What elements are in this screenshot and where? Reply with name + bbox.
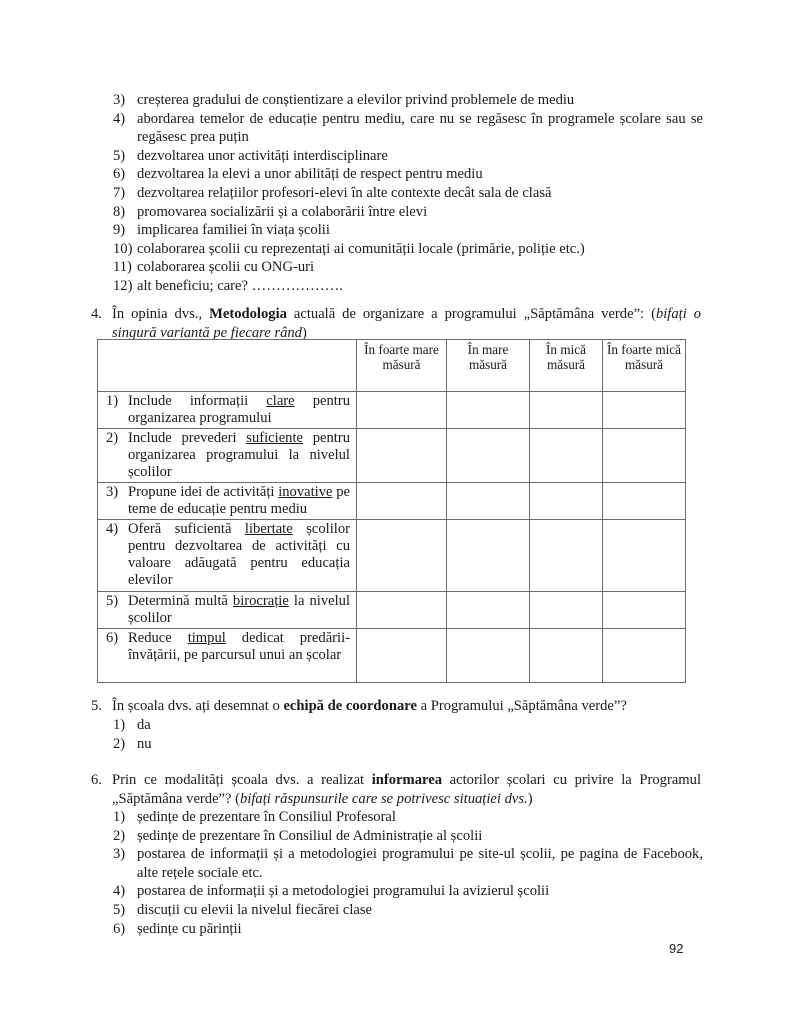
list-item: 9) implicarea familiei în viața școlii <box>113 222 330 239</box>
rating-cell[interactable] <box>447 429 530 483</box>
rating-cell[interactable] <box>357 483 447 520</box>
table-header-empty <box>98 340 357 392</box>
rating-cell[interactable] <box>603 520 686 592</box>
rating-cell[interactable] <box>603 483 686 520</box>
list-item: 10) colaborarea școlii cu reprezentați ai comunității locale (primărie, poliție etc.) <box>113 240 585 257</box>
option-item[interactable]: 5) discuții cu elevii la nivelul fiecărei clase <box>113 901 373 918</box>
option-nu[interactable]: 2) nu <box>113 735 152 752</box>
rating-cell[interactable] <box>530 592 603 629</box>
table-header-very-high: În foarte mare măsură <box>357 340 447 392</box>
page-number: 92 <box>669 941 684 956</box>
table-row <box>98 429 686 483</box>
list-item: 12) alt beneficiu; care? ………………. <box>113 277 343 294</box>
list-item: 8) promovarea socializării și a colaborării între elevi <box>113 203 428 220</box>
table-row <box>98 483 686 520</box>
rating-cell[interactable] <box>447 520 530 592</box>
rating-cell[interactable] <box>530 629 603 683</box>
rating-cell[interactable] <box>447 483 530 520</box>
question-5-options <box>113 716 703 753</box>
rating-cell[interactable] <box>447 629 530 683</box>
option-item[interactable]: 1) ședințe de prezentare în Consiliul Profesoral <box>113 809 396 825</box>
question-5: 5. În școala dvs. ați desemnat o echipă de coordonare a Programului „Săptămâna verde”? <box>91 697 701 716</box>
rating-cell[interactable] <box>447 392 530 429</box>
row-label: 1) Include informații clare pentru organizarea programului <box>98 392 357 429</box>
benefits-list-continued <box>113 91 703 296</box>
table-row <box>98 520 686 592</box>
rating-cell[interactable] <box>357 392 447 429</box>
option-item[interactable]: 3) postarea de informații și a metodologiei programului pe site-ul școlii, pe pagina de Facebook, alte rețele sociale etc. <box>113 846 703 881</box>
list-item: 5) dezvoltarea unor activități interdisciplinare <box>113 147 388 164</box>
option-item[interactable]: 4) postarea de informații și a metodologiei programului la avizierul școlii <box>113 883 550 900</box>
rating-cell[interactable] <box>603 629 686 683</box>
rating-cell[interactable] <box>357 629 447 683</box>
table-header-row <box>98 340 686 392</box>
rating-cell[interactable] <box>357 520 447 592</box>
list-item: 4) abordarea temelor de educație pentru mediu, care nu se regăsesc în programele școlare sau se regăsesc prea puțin <box>113 110 703 146</box>
question-4-text: În opinia dvs., Metodologia actuală de organizare a programului „Săptămâna verde”: (bifați o singură variantă pe fiecare rând) <box>112 306 702 341</box>
option-item[interactable]: 6) ședințe cu părinții <box>113 920 242 937</box>
rating-cell[interactable] <box>530 392 603 429</box>
option-item[interactable]: 2) ședințe de prezentare în Consiliul de Administrație al școlii <box>113 827 483 844</box>
list-item: 6) dezvoltarea la elevi a unor abilități de respect pentru mediu <box>113 166 483 183</box>
question-5-text: În școala dvs. ați desemnat o echipă de coordonare a Programului „Săptămâna verde”? <box>112 698 627 714</box>
rating-cell[interactable] <box>530 483 603 520</box>
question-4: 4. În opinia dvs., Metodologia actuală de organizare a programului „Săptămâna verde”: (bifați o singură variantă pe fiecare rând) <box>91 306 702 341</box>
option-da[interactable]: 1) da <box>113 717 151 733</box>
list-item: 3) creșterea gradului de conștientizare a elevilor privind problemele de mediu <box>113 92 575 108</box>
rating-cell[interactable] <box>530 520 603 592</box>
list-item: 7) dezvoltarea relațiilor profesori-elevi în alte contexte decât sala de clasă <box>113 184 552 201</box>
question-6: 6. Prin ce modalități școala dvs. a realizat informarea actorilor școlari cu privire la Programul „Săptămâna verde”? (bifați răspunsurile care se potrivesc situației dvs.) <box>91 772 701 807</box>
row-label: 2) Include prevederi suficiente pentru organizarea programului la nivelul școlilor <box>98 429 357 483</box>
table-row <box>98 392 686 429</box>
row-label: 5) Determină multă birocrație la nivelul școlilor <box>98 592 357 629</box>
rating-cell[interactable] <box>603 392 686 429</box>
question-6-options <box>113 808 703 938</box>
methodology-rating-table <box>97 339 686 683</box>
table-header-very-low: În foarte mică măsură <box>603 340 686 392</box>
rating-cell[interactable] <box>357 592 447 629</box>
table-header-low: În mică măsură <box>530 340 603 392</box>
rating-cell[interactable] <box>357 429 447 483</box>
question-6-text: Prin ce modalități școala dvs. a realizat informarea actorilor școlari cu privire la Programul „Săptămâna verde”? (bifați răspunsurile care se potrivesc situației dvs.) <box>112 772 701 807</box>
rating-cell[interactable] <box>603 429 686 483</box>
table-header-high: În mare măsură <box>447 340 530 392</box>
list-item: 11) colaborarea școlii cu ONG-uri <box>113 259 315 276</box>
row-label: 3) Propune idei de activități inovative pe teme de educație pentru mediu <box>98 483 357 520</box>
table-row <box>98 629 686 683</box>
table-row <box>98 592 686 629</box>
rating-cell[interactable] <box>603 592 686 629</box>
row-label: 6) Reduce timpul dedicat predării-învățării, pe parcursul unui an școlar <box>98 629 357 683</box>
row-label: 4) Oferă suficientă libertate școlilor pentru dezvoltarea de activități cu valoare adăugată pentru educația elevilor <box>98 520 357 592</box>
rating-cell[interactable] <box>447 592 530 629</box>
rating-cell[interactable] <box>530 429 603 483</box>
